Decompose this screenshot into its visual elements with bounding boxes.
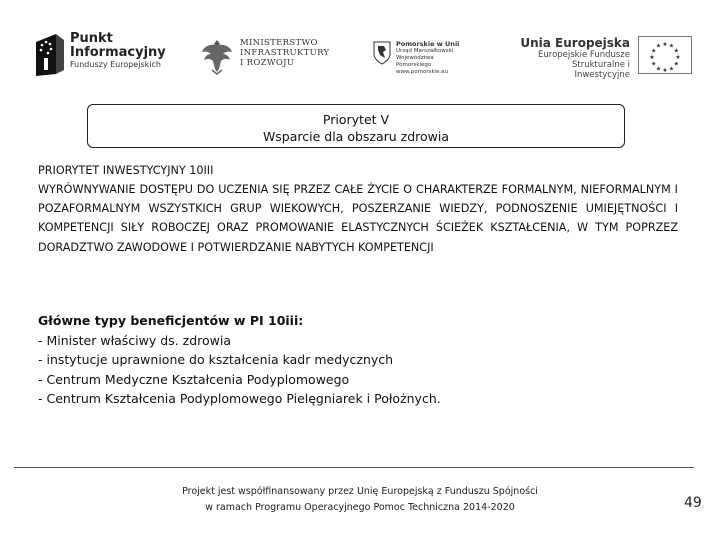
svg-text:★: ★ [668, 42, 675, 50]
footer-line1: Projekt jest współfinansowany przez Unię Europejską z Funduszu Spójności [182, 486, 538, 497]
svg-text:★: ★ [673, 47, 679, 55]
punkt-logo-line3: Funduszy Europejskich [70, 60, 161, 70]
priority-title: Priorytet V [322, 112, 390, 127]
page-number: 49 [684, 495, 702, 511]
ministry-logo [200, 36, 340, 80]
svg-text:★: ★ [651, 60, 657, 68]
eagle-emblem-icon [200, 36, 234, 76]
beneficiaries-section [38, 311, 678, 409]
svg-text:★: ★ [649, 54, 655, 61]
investment-priority-heading: PRIORYTET INWESTYCYJNY 10III [38, 164, 214, 177]
svg-text:★: ★ [651, 47, 657, 55]
beneficiary-item: - Minister właściwy ds. zdrowia [38, 332, 231, 348]
beneficiary-item: - Centrum Medyczne Kształcenia Podyplomowego [38, 371, 350, 387]
eu-line1: Europejskie Fundusze [538, 50, 630, 60]
footer-line2: w ramach Programu Operacyjnego Pomoc Techniczna 2014-2020 [205, 502, 515, 513]
investment-priority-section [38, 161, 678, 257]
griffin-crest-icon [372, 40, 392, 66]
svg-text:★: ★ [673, 60, 679, 68]
pomorskie-title: Pomorskie w Unii [396, 40, 460, 48]
svg-text:★: ★ [668, 65, 675, 73]
svg-text:★: ★ [675, 54, 681, 61]
priority-title-box [87, 104, 625, 148]
eu-title: Unia Europejska [520, 36, 630, 50]
eu-logo-text [520, 36, 630, 81]
svg-text:★: ★ [655, 42, 662, 50]
svg-text:★: ★ [655, 65, 662, 73]
investment-priority-text: WYRÓWNYWANIE DOSTĘPU DO UCZENIA SIĘ PRZEZ CAŁE ŻYCIE O CHARAKTERZE FORMALNYM, NIEFORMALNYM I POZAFORMALNYM WSZYSTKICH GRUP WIEKOWYCH, POSZERZANIE WIEDZY, PODNOSZENIE UMIEJĘTNOŚCI I KOMPETENCJI SIŁY ROBOCZEJ ORAZ PROMOWANIE ELASTYCZNYCH ŚCIEŻEK KSZTAŁCENIA, W TYM POPRZEZ DORADZTWO ZAWODOWE I POTWIERDZANIE NABYTYCH KOMPETENCJI [38, 183, 678, 254]
priority-subtitle: Wsparcie dla obszaru zdrowia [262, 129, 450, 144]
punkt-logo-line2: Informacyjny [70, 44, 166, 60]
punkt-logo-line1: Punkt [70, 31, 113, 46]
beneficiary-item: - Centrum Kształcenia Podyplomowego Pielęgniarek i Położnych. [38, 391, 441, 406]
eu-flag-icon [638, 36, 692, 74]
footer-divider [14, 467, 694, 468]
punkt-informacyjny-logo [34, 30, 164, 82]
svg-text:★: ★ [662, 67, 668, 74]
eu-line2: Strukturalne i Inwestycyjne [572, 60, 630, 81]
ministry-line3: I ROZWOJU [240, 57, 295, 68]
beneficiaries-title: Główne typy beneficjentów w PI 10iii: [38, 313, 304, 328]
ministry-line2: INFRASTRUKTURY [240, 47, 330, 58]
footer [110, 484, 610, 516]
ministry-line1: MINISTERSTWO [240, 38, 318, 48]
pomorskie-logo [372, 38, 464, 74]
beneficiary-item: - instytucje uprawnione do kształcenia kadr medycznych [38, 352, 394, 367]
svg-text:★: ★ [662, 41, 668, 48]
pomorskie-line3: www.pomorskie.eu [396, 68, 449, 75]
punkt-informacyjny-icon [34, 32, 66, 78]
logo-bar [0, 28, 720, 88]
pomorskie-line2: Województwa Pomorskiego [396, 55, 434, 68]
pomorskie-line1: Urząd Marszałkowski [396, 48, 454, 55]
